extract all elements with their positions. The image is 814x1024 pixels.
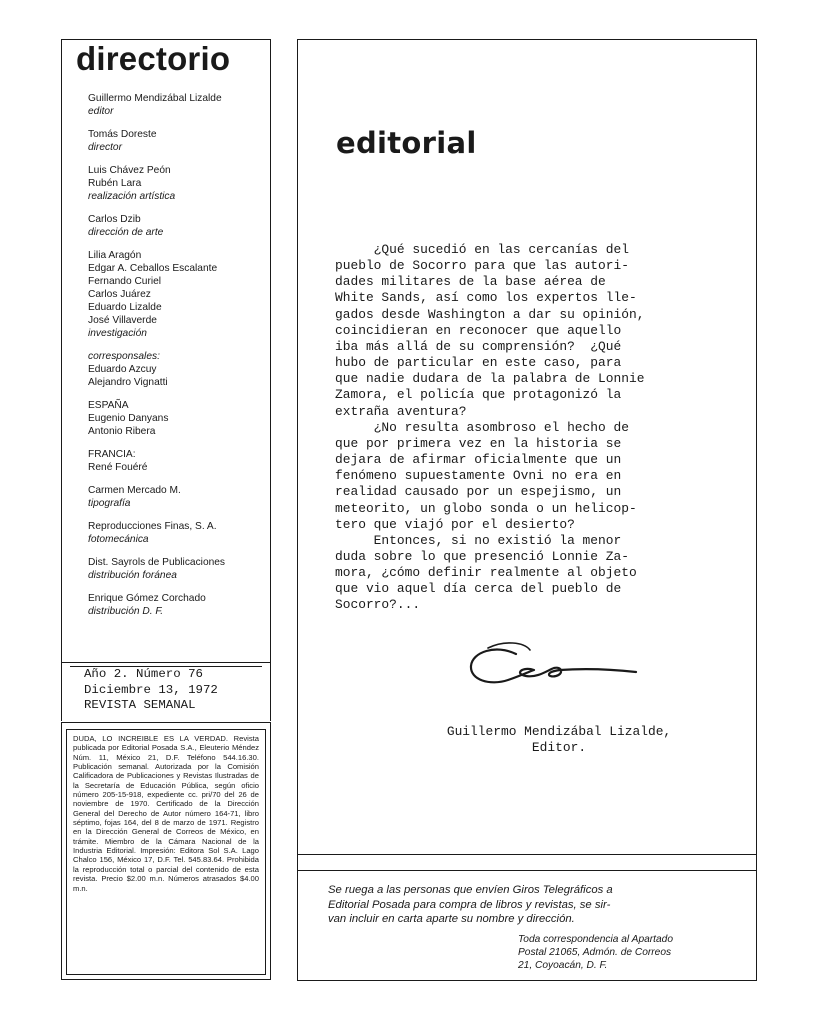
directorio-name: Carlos Juárez: [88, 289, 151, 300]
directorio-group: [88, 92, 266, 118]
directorio-role: distribución D. F.: [88, 606, 164, 617]
directorio-group: [88, 249, 266, 340]
directorio-name: Lilia Aragón: [88, 250, 142, 261]
editorial-line: gados desde Washington a dar su opinión,: [335, 306, 645, 322]
directorio-group: [88, 399, 266, 438]
directorio-name: René Fouéré: [88, 462, 148, 473]
divider-rule: [298, 854, 756, 855]
directorio-name: Tomás Doreste: [88, 129, 157, 140]
directorio-name: Rubén Lara: [88, 178, 142, 189]
directorio-role: corresponsales:: [88, 351, 160, 362]
directorio-name: Carmen Mercado M.: [88, 485, 181, 496]
signature-title: Editor.: [531, 740, 587, 755]
notice-line: Editorial Posada para compra de libros y revistas, se sir-: [328, 898, 611, 911]
editorial-panel: [297, 39, 757, 981]
directorio-name: FRANCIA:: [88, 449, 136, 460]
directorio-name: Luis Chávez Peón: [88, 165, 171, 176]
directorio-list: [88, 92, 266, 628]
editorial-line: mora, ¿cómo definir realmente al objeto: [335, 565, 637, 581]
signature-block: [414, 724, 704, 756]
editorial-line: hubo de particular en este caso, para: [335, 355, 622, 371]
editorial-line: extraña aventura?: [335, 403, 467, 419]
directorio-role: director: [88, 142, 122, 153]
address-line: Postal 21065, Admón. de Correos: [518, 946, 672, 958]
editorial-line: White Sands, así como los expertos lle-: [335, 290, 637, 306]
editorial-heading: editorial: [336, 126, 477, 160]
directorio-name: Alejandro Vignatti: [88, 377, 168, 388]
address-line: 21, Coyoacán, D. F.: [518, 959, 608, 971]
editorial-line: Entonces, si no existió la menor: [335, 532, 622, 548]
directorio-role: editor: [88, 106, 114, 117]
legal-notice-text: DUDA, LO INCREIBLE ES LA VERDAD. Revista publicada por Editorial Posada S.A., Eleuterio Méndez Núm. 11, México 21, D.F. Teléfono 544.16.30. Publicación semanal. Autorizada por la Comisión Calificadora de Publicaciones y Revistas Ilustradas de la Secretaría de Educación Pública, según oficio número 205-15-918, expediente cc. pri/70 del 26 de noviembre de 1970. Certificado de la Dirección General del Derecho de Autor número 164-71, libro séptimo, fojas 164, del 8 de marzo de 1971. Registro en la Dirección General de Correos de México, en trámite. Miembro de la Cámara Nacional de la Industria Editorial. Impresión: Editora Sol S.A. Lago Chalco 156, México 17, D.F. Tel. 545.83.64. Prohibida la reproducción total o parcial del contenido de esta revista. Precio $2.00 m.n. Números atrasados $4.00 m.n.: [73, 734, 259, 893]
correspondence-address: [518, 934, 708, 972]
directorio-name: Edgar A. Ceballos Escalante: [88, 263, 218, 274]
directorio-group: [88, 213, 266, 239]
signature-name: Guillermo Mendizábal Lizalde,: [446, 724, 672, 739]
notice-line: Se ruega a las personas que envíen Giros Telegráficos a: [328, 884, 613, 896]
directorio-name: Dist. Sayrols de Publicaciones: [88, 557, 226, 568]
editorial-line: realidad causado por un espejismo, un: [335, 484, 622, 500]
editorial-line: que nadie dudara de la palabra de Lonnie: [335, 371, 645, 387]
directorio-role: fotomecánica: [88, 534, 149, 545]
editorial-line: fenómeno supuestamente Ovni no era en: [335, 468, 622, 484]
directorio-role: tipografía: [88, 498, 131, 509]
editorial-line: pueblo de Socorro para que las autori-: [335, 258, 629, 274]
directorio-role: realización artística: [88, 191, 176, 202]
directorio-group: [88, 350, 266, 389]
issue-number: Año 2. Número 76: [84, 667, 203, 681]
editorial-line: ¿Qué sucedió en las cercanías del: [335, 242, 629, 257]
directorio-name: Reproducciones Finas, S. A.: [88, 521, 217, 532]
directorio-name: José Villaverde: [88, 315, 157, 326]
directorio-name: Fernando Curiel: [88, 276, 162, 287]
directorio-group: [88, 164, 266, 203]
directorio-group: [88, 592, 266, 618]
editorial-line: dejara de afirmar oficialmente que un: [335, 452, 622, 468]
notice-line: van incluir en carta aparte su nombre y dirección.: [328, 913, 575, 925]
editorial-line: coincidieran en reconocer que aquello: [335, 322, 622, 338]
editorial-line: que vio aquel día cerca del pueblo de: [335, 581, 622, 597]
issue-date: Diciembre 13, 1972: [84, 682, 218, 697]
directorio-box: [61, 39, 271, 663]
directorio-role: investigación: [88, 328, 147, 339]
payment-notice: [328, 883, 708, 927]
editorial-line: meteorito, un globo sonda o un helicop-: [335, 500, 637, 516]
legal-notice-box: [61, 722, 271, 980]
signature-graphic: [468, 636, 638, 696]
directorio-name: Antonio Ribera: [88, 426, 156, 437]
editorial-line: que por primera vez en la historia se: [335, 435, 622, 451]
directorio-name: Eduardo Azcuy: [88, 364, 157, 375]
directorio-name: Enrique Gómez Corchado: [88, 593, 206, 604]
directorio-role: dirección de arte: [88, 227, 164, 238]
editorial-line: dades militares de la base aérea de: [335, 274, 606, 290]
editorial-line: tero que viajó por el desierto?: [335, 516, 575, 532]
directorio-group: [88, 484, 266, 510]
directorio-name: Carlos Dzib: [88, 214, 141, 225]
directorio-role: distribución foránea: [88, 570, 177, 581]
directorio-name: ESPAÑA: [88, 400, 129, 411]
editorial-line: duda sobre lo que presenció Lonnie Za-: [335, 548, 629, 564]
directorio-title: directorio: [76, 40, 231, 77]
directorio-name: Eugenio Danyans: [88, 413, 169, 424]
editorial-line: iba más allá de su comprensión? ¿Qué: [335, 338, 622, 354]
directorio-group: [88, 556, 266, 582]
editorial-line: Socorro?...: [335, 597, 421, 613]
directorio-name: Guillermo Mendizábal Lizalde: [88, 93, 222, 104]
directorio-group: [88, 448, 266, 474]
directorio-group: [88, 128, 266, 154]
directorio-group: [88, 520, 266, 546]
address-line: Toda correspondencia al Apartado: [518, 934, 673, 945]
divider-rule: [298, 870, 756, 871]
editorial-body: [335, 242, 735, 614]
issue-info-box: [61, 663, 271, 721]
editorial-line: ¿No resulta asombroso el hecho de: [335, 419, 629, 435]
directorio-name: Eduardo Lizalde: [88, 302, 162, 313]
editorial-line: Zamora, el policía que protagonizó la: [335, 387, 622, 403]
issue-frequency: REVISTA SEMANAL: [84, 698, 196, 712]
